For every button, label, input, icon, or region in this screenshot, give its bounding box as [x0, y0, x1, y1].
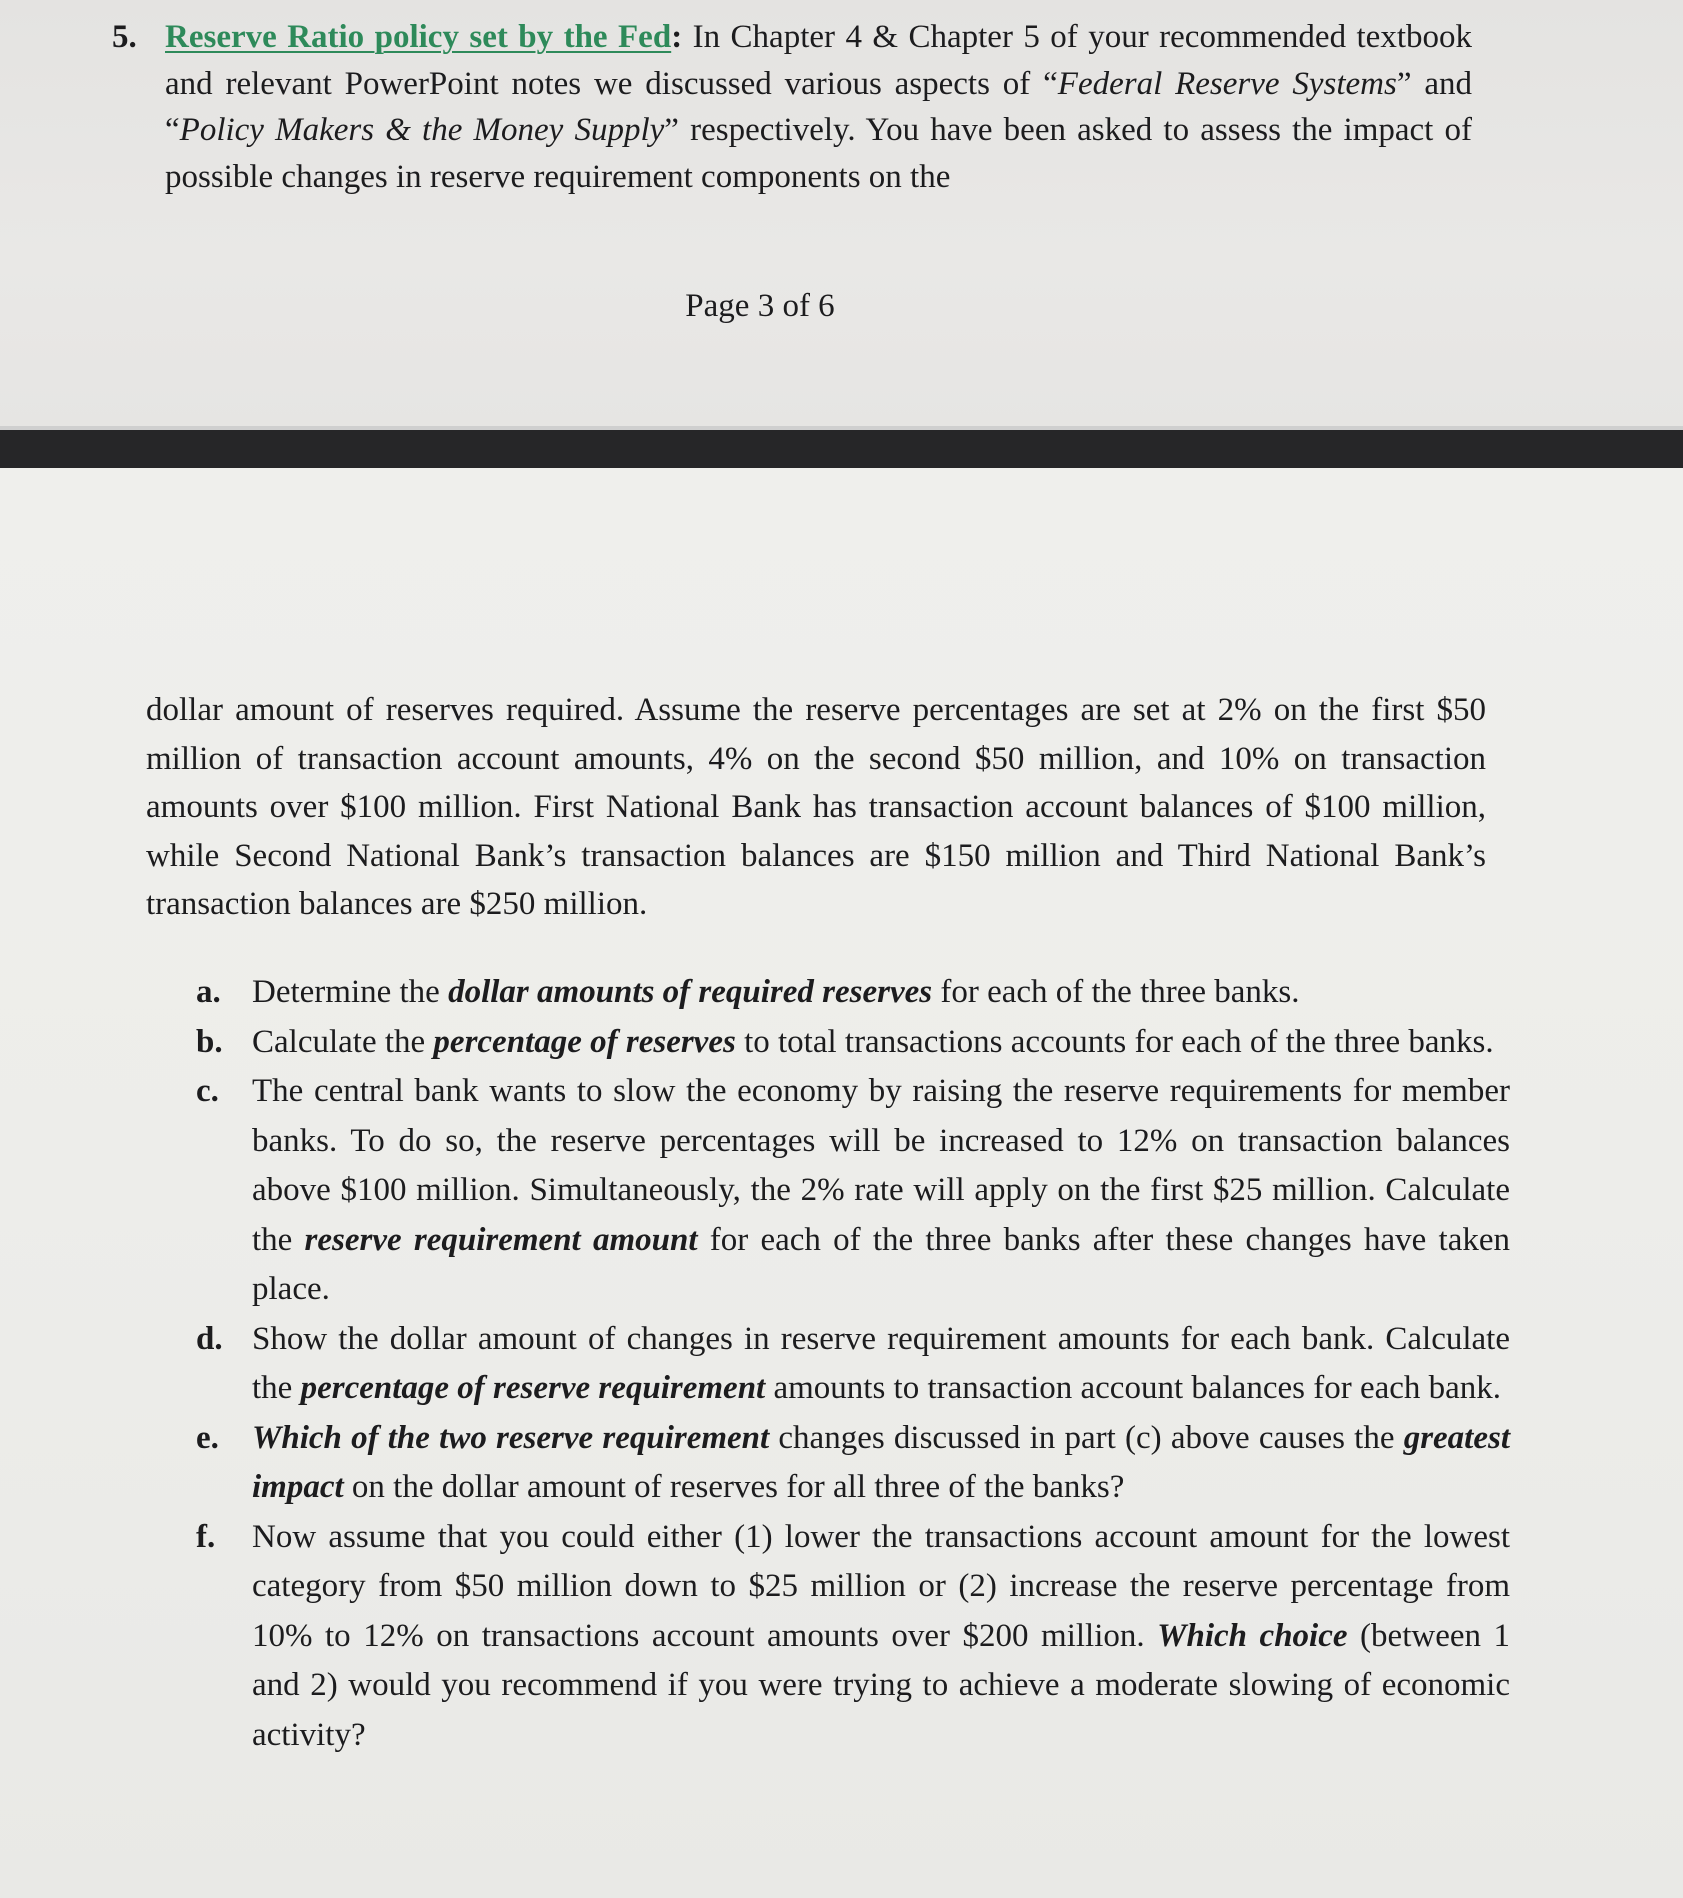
- sub-question-f: [188, 1513, 1510, 1761]
- sub-text: Now assume that you could either (1) lower the transactions account amount for the lowest category from $50 million down to $25 million or (2) increase the reserve percentage from 10% to 12% on transactions account amounts over $200 million.: [252, 1518, 1510, 1654]
- sub-text: to total transactions accounts for each of the three banks.: [735, 1023, 1494, 1060]
- page-number-footer: Page 3 of 6: [685, 288, 835, 324]
- sub-text: Determine the: [252, 974, 449, 1010]
- sub-emphasis: reserve requirement amount: [304, 1221, 698, 1258]
- sub-emphasis: dollar amounts of required reserves: [448, 974, 933, 1010]
- sub-question-label: f.: [196, 1518, 216, 1555]
- sub-text: (between 1 and 2) would you recommend if you were trying to achieve a moderate slowing of economic activity?: [252, 1617, 1511, 1753]
- sub-question-label: e.: [196, 1419, 219, 1456]
- sub-text: for each of the three banks.: [932, 974, 1300, 1010]
- sub-question-c: [188, 1067, 1510, 1315]
- sub-question-label: b.: [196, 1023, 223, 1060]
- sub-question-b: [188, 1018, 1510, 1068]
- intro-text-2: ” and “: [165, 65, 1473, 148]
- sub-question-a: [188, 968, 1510, 1018]
- question-title: Reserve Ratio policy set by the Fed: [165, 19, 672, 55]
- sub-question-e: [188, 1414, 1510, 1513]
- sub-text: amounts to transaction account balances for each bank.: [765, 1370, 1502, 1406]
- intro-italic-policy: Policy Makers & the Money Supply: [179, 112, 665, 148]
- sub-emphasis: greatest impact: [252, 1419, 1511, 1505]
- sub-text: on the dollar amount of reserves for all three of the banks?: [343, 1469, 1125, 1505]
- sub-question-label: d.: [196, 1320, 223, 1357]
- sub-emphasis: percentage of reserves: [433, 1023, 736, 1060]
- sub-question-label: a.: [196, 974, 221, 1010]
- page-divider-bar: [0, 430, 1683, 468]
- sub-text: Show the dollar amount of changes in reserve requirement amounts for each bank. Calculate the: [252, 1320, 1510, 1406]
- sub-text: Calculate the: [252, 1023, 434, 1060]
- upper-page: [0, 0, 1683, 430]
- sub-text: changes discussed in part (c) above causes the: [769, 1419, 1404, 1456]
- question-intro: [165, 14, 1472, 200]
- sub-question-d: [188, 1315, 1510, 1414]
- intro-text-1: In Chapter 4 & Chapter 5 of your recommended textbook and relevant PowerPoint notes we discussed various aspects of “: [165, 19, 1472, 102]
- question-number: 5.: [112, 19, 137, 55]
- sub-emphasis: percentage of reserve requirement: [300, 1370, 766, 1406]
- sub-text: The central bank wants to slow the economy by raising the reserve requirements for member banks. To do so, the reserve percentages will be increased to 12% on transaction balances above $100 million. Simultaneously, the 2% rate will apply on the first $25 million. Calculate the: [252, 1073, 1510, 1258]
- intro-text-3: ” respectively. You have been asked to assess the impact of possible changes in reserve requirement components on the: [165, 112, 1472, 195]
- question-5-header: [112, 14, 1472, 200]
- sub-text: for each of the three banks after these changes have taken place.: [252, 1221, 1510, 1307]
- title-colon: :: [671, 19, 683, 55]
- question-continuation: dollar amount of reserves required. Assume the reserve percentages are set at 2% on the first $50 million of transaction account amounts, 4% on the second $50 million, and 10% on transaction amounts over $100 million. First National Bank has transaction account balances of $100 million, while Second National Bank’s transaction balances are $150 million and Third National Bank’s transaction balances are $250 million.: [146, 692, 1486, 922]
- sub-emphasis: Which choice: [1157, 1617, 1348, 1654]
- intro-italic-federal: Federal Reserve Systems: [1057, 65, 1397, 102]
- sub-question-list: [188, 968, 1510, 1760]
- sub-question-label: c.: [196, 1073, 219, 1109]
- sub-emphasis: Which of the two reserve requirement: [252, 1419, 770, 1456]
